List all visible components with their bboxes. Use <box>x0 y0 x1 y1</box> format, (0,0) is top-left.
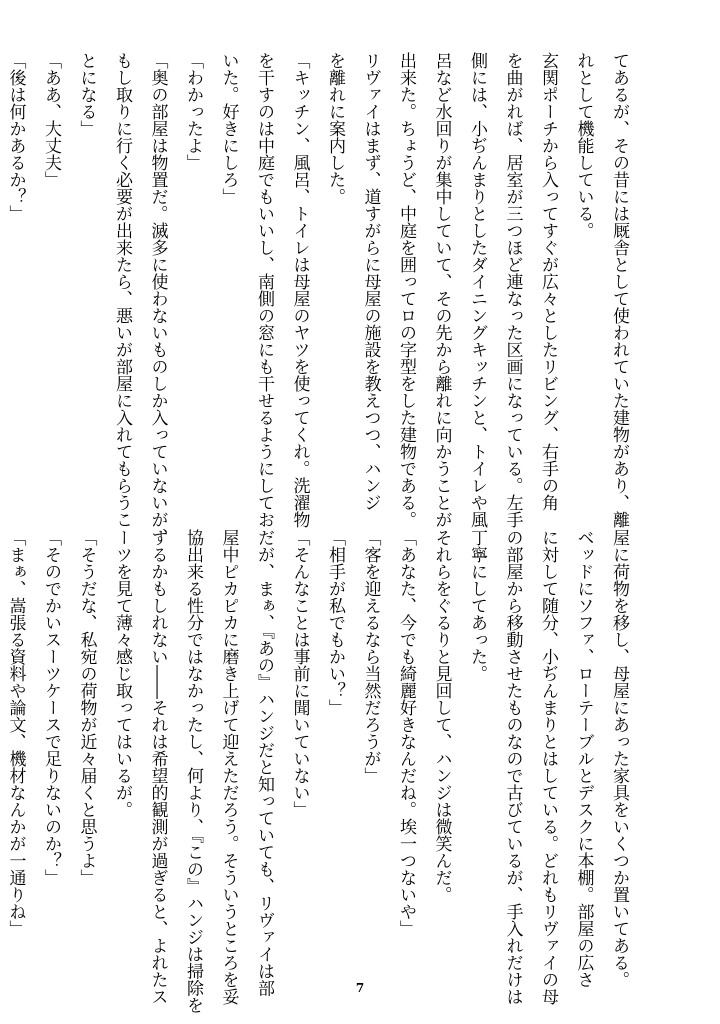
text-line: もし取りに行く必要が出来たら、悪いが部屋に入れてもらうこ <box>112 52 132 528</box>
text-line: てあるが、その昔には厩舎として使われていた建物があり、離 <box>609 52 629 528</box>
text-line: 側には、小ぢんまりとしたダイニングキッチンと、トイレや風 <box>467 52 487 528</box>
text-line: 「まぁ、嵩張る資料や論文、機材なんかが一通りね」 <box>5 529 26 937</box>
text-line: 「相手が私でもかい？」 <box>325 529 345 716</box>
text-line: 屋中ピカピカに磨き上げて迎えただろう。そういうところを妥 <box>218 529 239 1005</box>
text-line: 「ああ、大丈夫」 <box>41 52 61 188</box>
text-line: ーツを見て薄々感じ取ってはいるが。 <box>112 529 132 818</box>
text-line: 玄関ポーチから入ってすぐが広々としたリビング、右手の角 <box>538 52 558 511</box>
text-line: 「そのでかいスーツケースで足りないのか？」 <box>41 529 61 886</box>
text-line: 「後は何かあるか？」 <box>5 52 26 222</box>
text-line: 「客を迎えるなら当然だろうが」 <box>360 529 381 784</box>
text-line: とになる」 <box>76 52 97 137</box>
text-line: 「そうだな、私宛の荷物が近々届くと思うよ」 <box>76 529 97 886</box>
text-line: に対して随分、小ぢんまりとはしている。どれもリヴァイの母 <box>538 529 558 1005</box>
text-line: 呂など水回りが集中していて、その先から離れに向かうことが <box>431 52 452 528</box>
text-line: いた。好きにしろ」 <box>218 52 239 205</box>
text-line: 「奥の部屋は物置だ。滅多に使わないものしか入っていないが、 <box>147 52 168 545</box>
text-line: 出来た。ちょうど、中庭を囲ってロの字型をした建物である。 <box>396 52 416 528</box>
text-block-top <box>5 52 636 545</box>
text-line: それらをぐるりと見回して、ハンジは微笑んだ。 <box>431 529 452 903</box>
text-line: ベッドにソファ、ローテーブルとデスクに本棚。部屋の広さ <box>573 529 594 988</box>
text-line: だが、まぁ、『あの』ハンジだと知っていても、リヴァイは部 <box>254 529 274 997</box>
text-line: 「キッチン、風呂、トイレは母屋のヤツを使ってくれ。洗濯物 <box>289 52 310 528</box>
text-line: を離れに案内した。 <box>325 52 345 205</box>
text-block-bottom <box>5 529 636 1014</box>
page-number: 7 <box>355 981 365 995</box>
text-line: 屋に荷物を移し、母屋にあった家具をいくつか置いてある。 <box>609 529 629 988</box>
text-line: 「わかったよ」 <box>183 52 203 171</box>
text-line: を曲がれば、居室が三つほど連なった区画になっている。左手 <box>502 52 523 528</box>
text-line: 協出来る性分ではなかったし、何より、『この』ハンジは掃除を <box>183 529 203 1014</box>
text-line: 丁寧にしてあった。 <box>467 529 487 682</box>
text-line: 「あなた、今でも綺麗好きなんだね。埃一つないや」 <box>396 529 416 937</box>
text-line: れとして機能している。 <box>573 52 594 239</box>
text-line: を干すのは中庭でもいいし、南側の窓にも干せるようにしてお <box>254 52 274 528</box>
text-line: するかもしれない――それは希望的観測が過ぎると、よれたス <box>147 529 168 1005</box>
text-line: の部屋から移動させたものなので古びているが、手入れだけは <box>502 529 523 1005</box>
text-line: リヴァイはまず、道すがらに母屋の施設を教えつつ、ハンジ <box>360 52 381 511</box>
text-line: 「そんなことは事前に聞いていない」 <box>289 529 310 818</box>
